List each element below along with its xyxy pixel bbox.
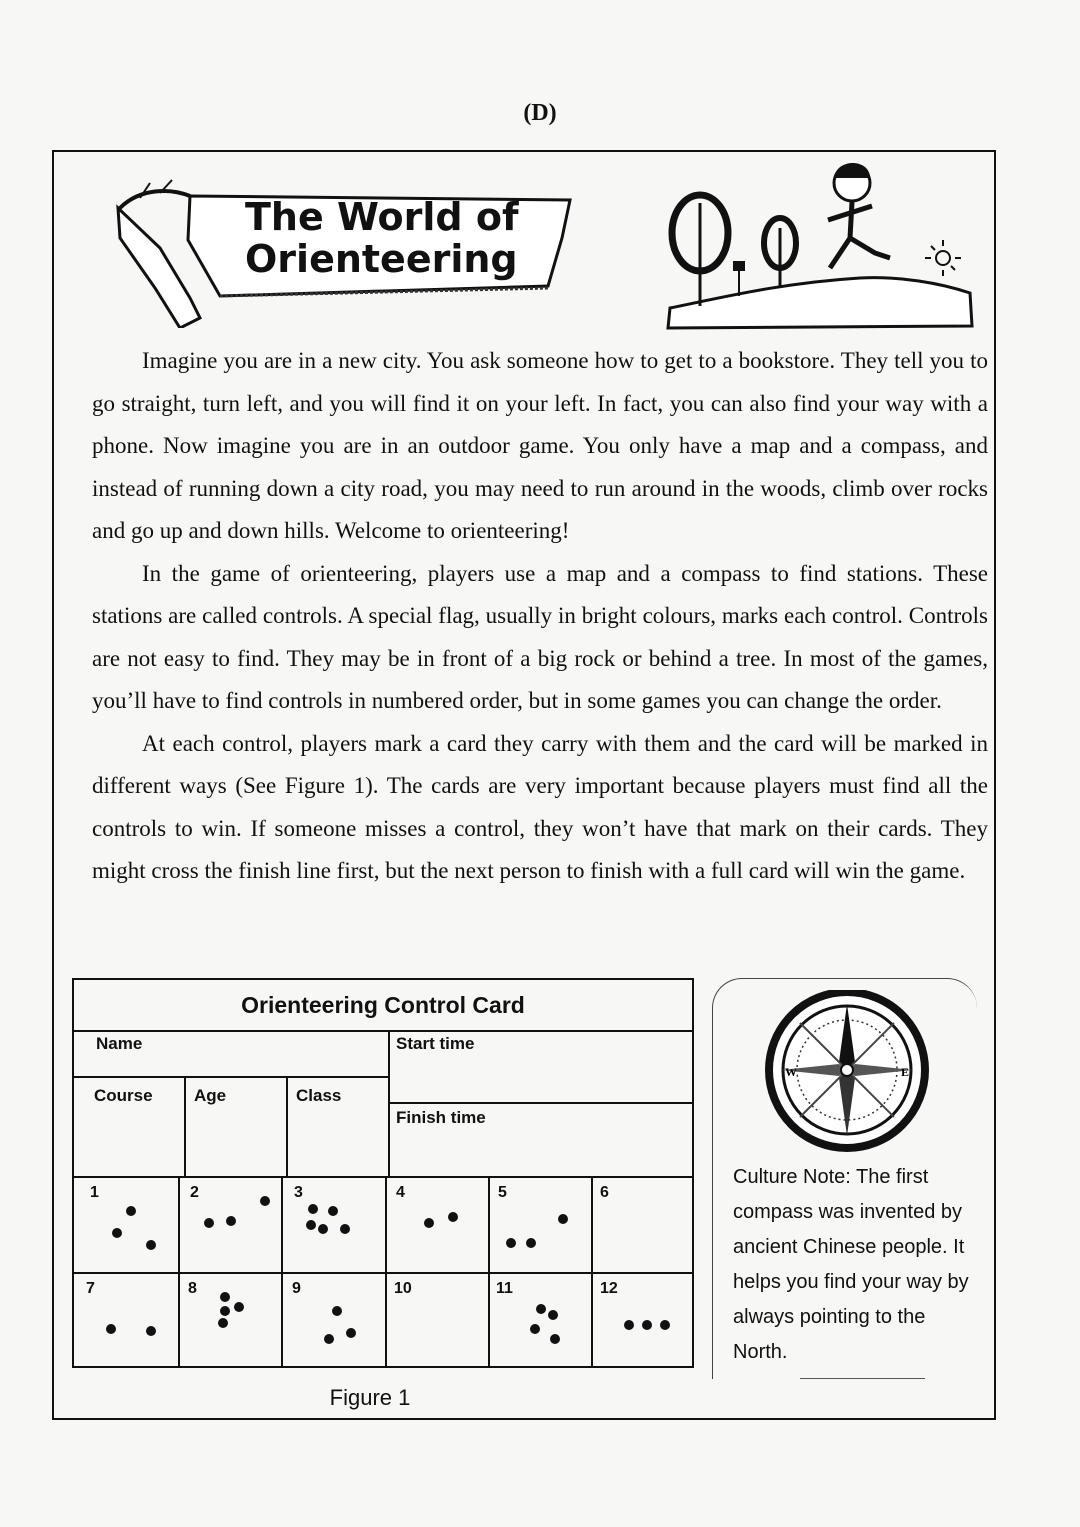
punch-mark bbox=[226, 1216, 236, 1226]
compass-illustration bbox=[755, 990, 945, 1160]
card-grid-line bbox=[488, 1176, 490, 1366]
punch-mark bbox=[308, 1204, 318, 1214]
card-grid-line bbox=[74, 1272, 692, 1274]
section-label: (D) bbox=[523, 100, 557, 126]
punch-mark bbox=[260, 1196, 270, 1206]
punch-mark bbox=[424, 1218, 434, 1228]
control-number: 8 bbox=[188, 1280, 197, 1297]
punch-mark bbox=[506, 1238, 516, 1248]
divider bbox=[800, 1378, 925, 1379]
compass-east-label: E bbox=[901, 1065, 910, 1079]
article-title bbox=[245, 196, 565, 280]
punch-mark bbox=[146, 1326, 156, 1336]
punch-mark bbox=[332, 1306, 342, 1316]
field-class-label: Class bbox=[296, 1086, 342, 1105]
punch-mark bbox=[112, 1228, 122, 1238]
punch-mark bbox=[220, 1306, 230, 1316]
control-number: 5 bbox=[498, 1184, 507, 1201]
punch-mark bbox=[550, 1334, 560, 1344]
punch-mark bbox=[346, 1328, 356, 1338]
control-number: 3 bbox=[294, 1184, 303, 1201]
control-number: 10 bbox=[394, 1280, 412, 1297]
control-number: 1 bbox=[90, 1184, 99, 1201]
field-finish-time-label: Finish time bbox=[396, 1108, 486, 1127]
card-grid-line bbox=[74, 1176, 692, 1178]
punch-mark bbox=[318, 1224, 328, 1234]
title-line-2: Orienteering bbox=[245, 237, 518, 281]
punch-mark bbox=[660, 1320, 670, 1330]
punch-mark bbox=[328, 1206, 338, 1216]
control-number: 7 bbox=[86, 1280, 95, 1297]
punch-mark bbox=[624, 1320, 634, 1330]
control-number: 2 bbox=[190, 1184, 199, 1201]
punch-mark bbox=[548, 1310, 558, 1320]
punch-mark bbox=[642, 1320, 652, 1330]
card-grid-line bbox=[591, 1176, 593, 1366]
card-grid-line bbox=[74, 1076, 388, 1078]
punch-mark bbox=[220, 1292, 230, 1302]
punch-mark bbox=[306, 1220, 316, 1230]
field-course-label: Course bbox=[94, 1086, 153, 1105]
control-card bbox=[72, 978, 694, 1368]
paragraph: In the game of orienteering, players use a map and a compass to find stations. These stations are called controls. A special flag, usually in bright colours, marks each control. Controls are not easy to find. They may be in front of a big rock or behind a tree. In most of the games, you’ll have to find controls in numbered order, but in some games you can change the order. bbox=[92, 560, 988, 713]
punch-mark bbox=[126, 1206, 136, 1216]
punch-mark bbox=[234, 1302, 244, 1312]
figure-caption: Figure 1 bbox=[329, 1385, 411, 1410]
punch-mark bbox=[558, 1214, 568, 1224]
punch-mark bbox=[218, 1318, 228, 1328]
punch-mark bbox=[448, 1212, 458, 1222]
punch-mark bbox=[530, 1324, 540, 1334]
field-name-label: Name bbox=[96, 1034, 143, 1053]
card-grid-line bbox=[388, 1102, 692, 1104]
card-grid-line bbox=[74, 1030, 692, 1032]
card-grid-line bbox=[385, 1176, 387, 1366]
control-number: 6 bbox=[600, 1184, 609, 1201]
paragraph: Imagine you are in a new city. You ask someone how to get to a bookstore. They tell you to go straight, turn left, and you will find it on your left. In fact, you can also find your way with a phone. Now imagine you are in an outdoor game. You only have a map and a compass, and instead of running down a city road, you may need to run around in the woods, climb over rocks and go up and down hills. Welcome to orienteering! bbox=[92, 348, 988, 543]
runner-illustration bbox=[660, 158, 980, 338]
control-number: 9 bbox=[292, 1280, 301, 1297]
card-grid-line bbox=[178, 1176, 180, 1366]
field-age-label: Age bbox=[194, 1086, 227, 1105]
card-grid-line bbox=[184, 1076, 186, 1176]
control-card-title: Orienteering Control Card bbox=[241, 992, 525, 1018]
punch-mark bbox=[536, 1304, 546, 1314]
article-body bbox=[92, 340, 988, 893]
punch-mark bbox=[204, 1218, 214, 1228]
culture-note-text: Culture Note: The first compass was invented by ancient Chinese people. It helps you find your way by always pointing to the North. bbox=[733, 1166, 969, 1363]
title-line-1: The World of bbox=[245, 195, 519, 239]
punch-mark bbox=[106, 1324, 116, 1334]
punch-mark bbox=[526, 1238, 536, 1248]
control-number: 11 bbox=[496, 1280, 513, 1297]
control-number: 12 bbox=[600, 1280, 618, 1297]
card-grid-line bbox=[281, 1176, 283, 1366]
punch-mark bbox=[340, 1224, 350, 1234]
punch-mark bbox=[146, 1240, 156, 1250]
field-start-time-label: Start time bbox=[396, 1034, 475, 1053]
control-number: 4 bbox=[396, 1184, 405, 1201]
punch-mark bbox=[324, 1334, 334, 1344]
card-grid-line bbox=[286, 1076, 288, 1176]
compass-west-label: W bbox=[785, 1065, 797, 1079]
paragraph: At each control, players mark a card they carry with them and the card will be marked in different ways (See Figure 1). The cards are very important because players must find all the controls to win. If someone misses a control, they won’t have that mark on their cards. They might cross the finish line first, but the next person to finish with a full card will win the game. bbox=[92, 730, 988, 883]
